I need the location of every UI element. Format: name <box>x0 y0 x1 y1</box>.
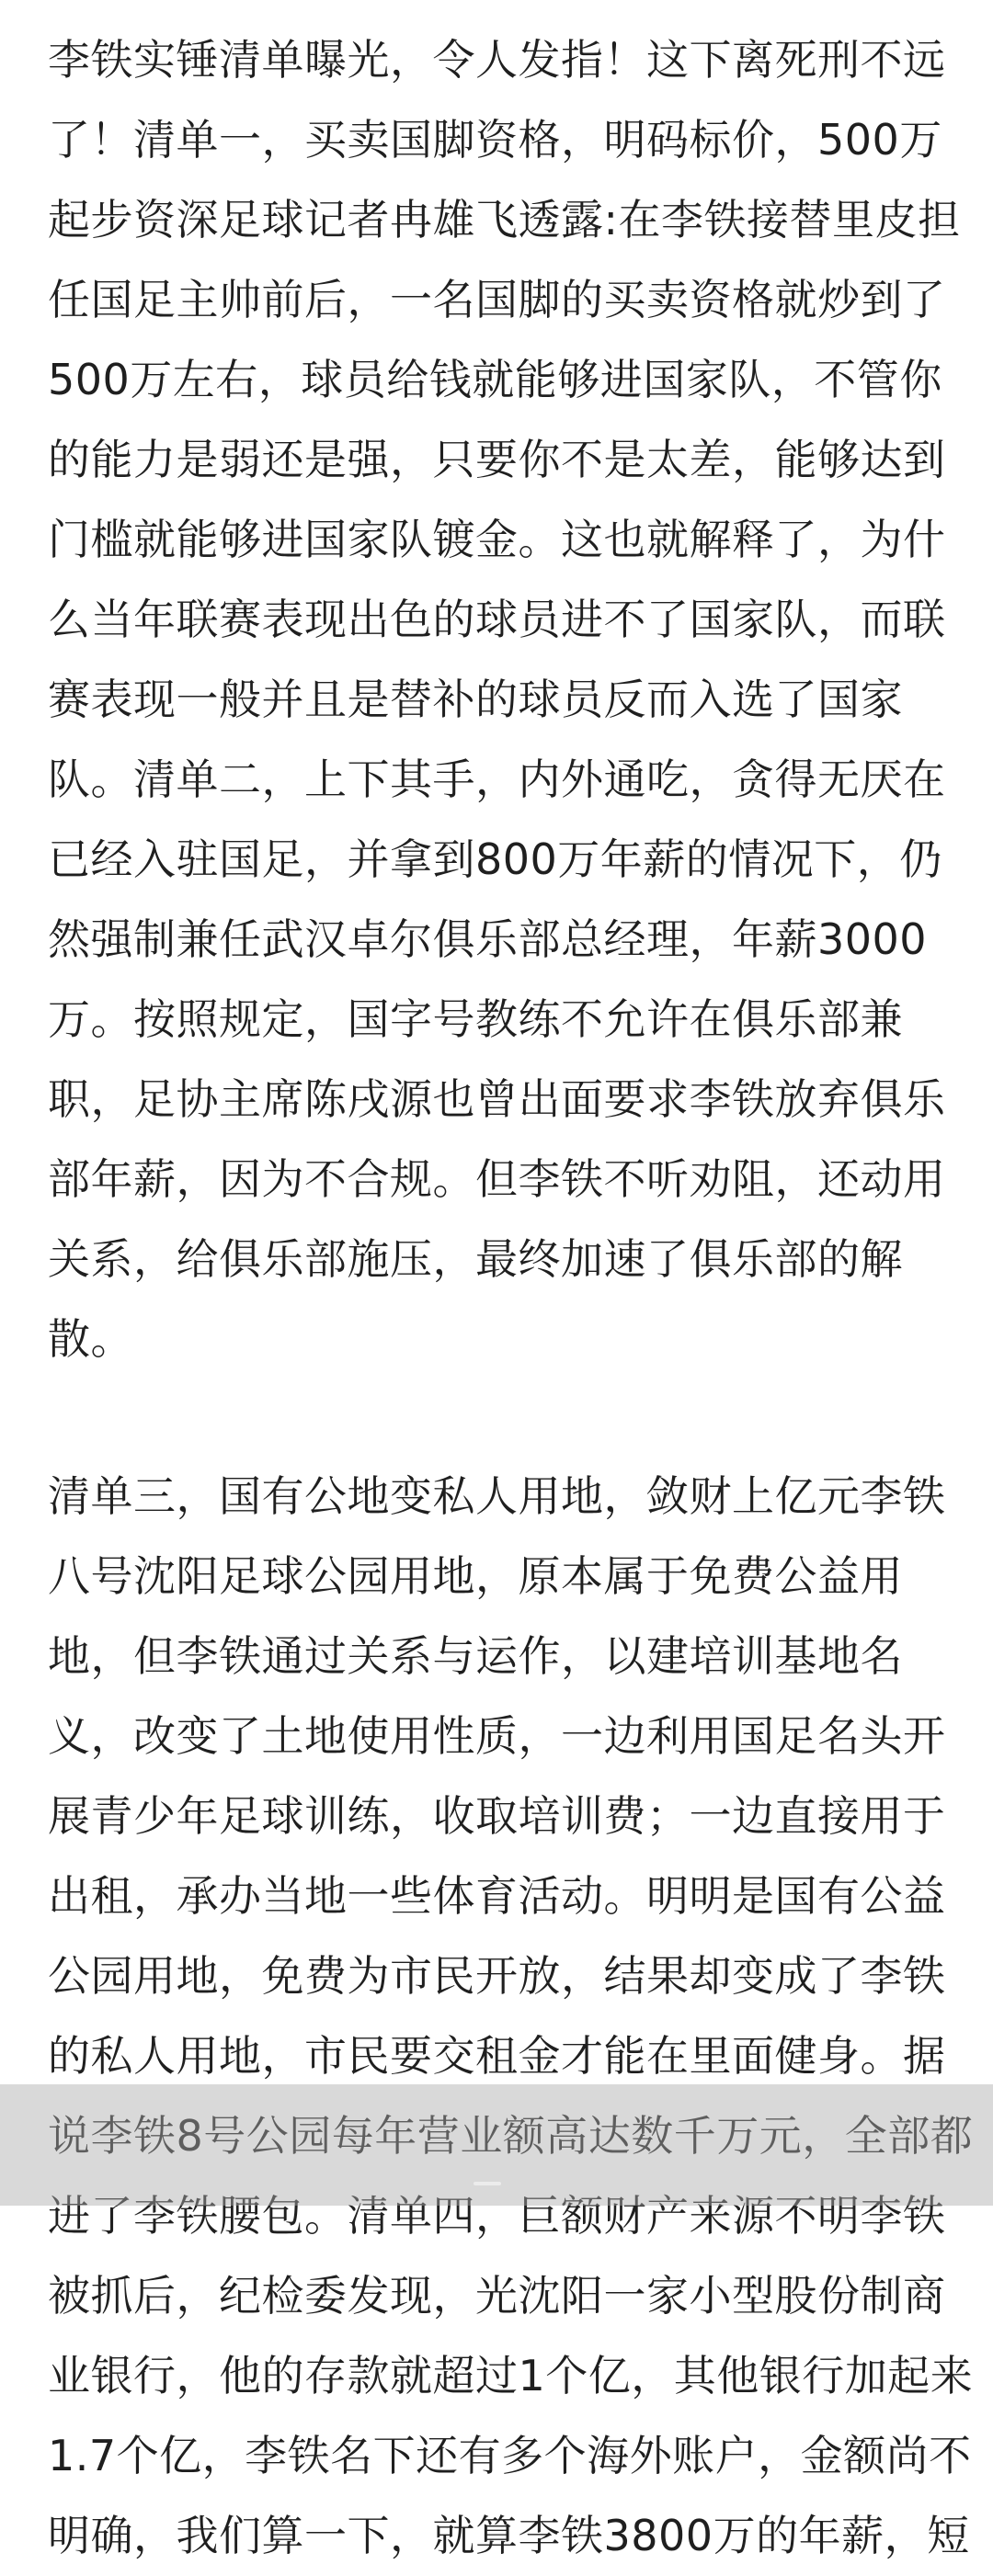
text-line: 李铁实锤清单曝光，令人发指！这下离死刑不远 <box>48 35 946 85</box>
text-line: 展青少年足球训练，收取培训费；一边直接用于 <box>48 1791 946 1841</box>
text-line: 清单三，国有公地变私人用地，敛财上亿元李铁 <box>48 1471 946 1521</box>
text-line: 地，但李铁通过关系与运作，以建培训基地名 <box>48 1631 903 1681</box>
text-line: 职，足协主席陈戌源也曾出面要求李铁放弃俱乐 <box>48 1074 946 1124</box>
bottom-overlay <box>0 2084 993 2206</box>
text-line: 说李铁8号公园每年营业额高达数千万元，全部都 <box>48 2111 974 2161</box>
text-line: 已经入驻国足，并拿到800万年薪的情况下，仍 <box>48 834 942 884</box>
overlay-handle <box>474 2182 501 2185</box>
text-line: 1.7个亿，李铁名下还有多个海外账户，金额尚不 <box>48 2431 972 2480</box>
paragraph-gap <box>48 1379 967 1457</box>
text-line: 然强制兼任武汉卓尔俱乐部总经理，年薪3000 <box>48 914 928 964</box>
text-line: 明确，我们算一下，就算李铁3800万的年薪，短 <box>48 2511 970 2560</box>
text-line: 门槛就能够进国家队镀金。这也就解释了，为什 <box>48 515 946 564</box>
text-line: 关系，给俱乐部施压，最终加速了俱乐部的解 <box>48 1234 903 1284</box>
text-line: 的能力是弱还是强，只要你不是太差，能够达到 <box>48 435 946 484</box>
text-line: 500万左右，球员给钱就能够进国家队，不管你 <box>48 355 942 404</box>
text-line: 业银行，他的存款就超过1个亿，其他银行加起来 <box>48 2351 974 2400</box>
paragraph-2 <box>48 1457 974 2576</box>
text-line: 义，改变了土地使用性质，一边利用国足名头开 <box>48 1711 946 1761</box>
text-line: 万。按照规定，国字号教练不允许在俱乐部兼 <box>48 994 903 1044</box>
text-line: 公园用地，免费为市民开放，结果却变成了李铁 <box>48 1951 946 2001</box>
text-line: 了！清单一，买卖国脚资格，明码标价，500万 <box>48 115 942 165</box>
text-line: 的私人用地，市民要交租金才能在里面健身。据 <box>48 2031 946 2081</box>
text-line: 赛表现一般并且是替补的球员反而入选了国家 <box>48 675 903 724</box>
text-line: 么当年联赛表现出色的球员进不了国家队，而联 <box>48 595 946 644</box>
text-line: 起步资深足球记者冉雄飞透露:在李铁接替里皮担 <box>48 195 961 244</box>
text-line: 散。 <box>48 1314 133 1364</box>
paragraph-1 <box>48 20 967 1379</box>
text-line: 部年薪，因为不合规。但李铁不听劝阻，还动用 <box>48 1154 946 1204</box>
text-line: 任国足主帅前后，一名国脚的买卖资格就炒到了 <box>48 275 946 324</box>
text-line: 队。清单二，上下其手，内外通吃，贪得无厌在 <box>48 755 946 804</box>
text-line: 八号沈阳足球公园用地，原本属于免费公益用 <box>48 1551 903 1601</box>
text-line: 被抓后，纪检委发现，光沈阳一家小型股份制商 <box>48 2271 946 2321</box>
text-line: 出租，承办当地一些体育活动。明明是国有公益 <box>48 1871 946 1921</box>
text-line: 进了李铁腰包。清单四，巨额财产来源不明李铁 <box>48 2191 946 2241</box>
